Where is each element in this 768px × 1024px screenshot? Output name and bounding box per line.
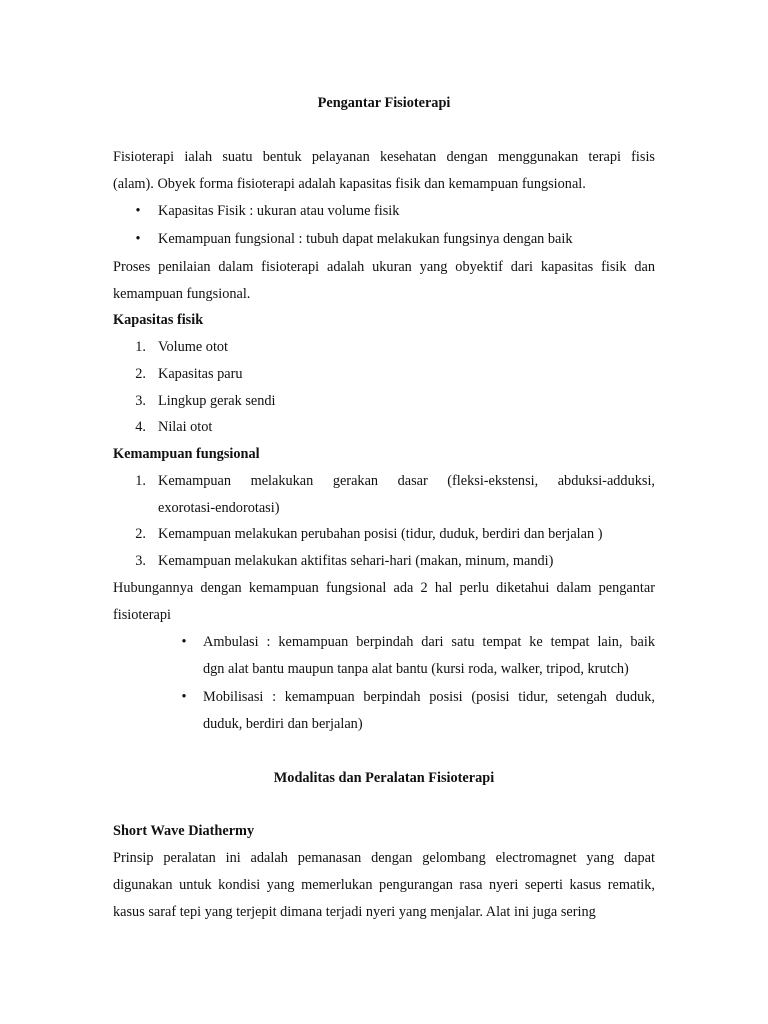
list-item: Nilai otot xyxy=(158,419,213,435)
bullet-item-ambulasi: Ambulasi : kemampuan berpindah dari satu tempat ke tempat lain, baik xyxy=(203,634,655,650)
hubungan-line-2: fisioterapi xyxy=(113,607,171,623)
bullet-item-kapasitas: Kapasitas Fisik : ukuran atau volume fisik xyxy=(158,203,400,219)
page-title: Pengantar Fisioterapi xyxy=(317,95,451,111)
proses-line-2: kemampuan fungsional. xyxy=(113,286,251,302)
list-item-continuation: exorotasi-endorotasi) xyxy=(158,500,280,516)
bullet-item-kemampuan: Kemampuan fungsional : tubuh dapat melakukan fungsinya dengan baik xyxy=(158,231,573,247)
list-item: Kapasitas paru xyxy=(158,366,243,382)
bullet-dot: • xyxy=(181,634,187,650)
bullet-dot: • xyxy=(135,203,141,219)
swd-line-1: Prinsip peralatan ini adalah pemanasan dengan gelombang electromagnet yang dapat xyxy=(113,850,655,866)
list-number: 1. xyxy=(135,339,146,355)
list-number: 1. xyxy=(135,473,146,489)
swd-heading: Short Wave Diathermy xyxy=(113,823,255,839)
bullet-item-mobilisasi: Mobilisasi : kemampuan berpindah posisi (posisi tidur, setengah duduk, xyxy=(203,689,655,705)
kapasitas-heading: Kapasitas fisik xyxy=(113,312,204,328)
list-number: 3. xyxy=(135,553,146,569)
hubungan-line-1: Hubungannya dengan kemampuan fungsional ada 2 hal perlu diketahui dalam pengantar xyxy=(113,580,655,596)
swd-line-3: kasus saraf tepi yang terjepit dimana terjadi nyeri yang menjalar. Alat ini juga sering xyxy=(113,904,596,920)
list-item: Kemampuan melakukan gerakan dasar (fleksi-ekstensi, abduksi-adduksi, xyxy=(158,473,655,489)
list-number: 3. xyxy=(135,393,146,409)
list-item: Lingkup gerak sendi xyxy=(158,393,276,409)
bullet-dot: • xyxy=(135,231,141,247)
proses-line-1: Proses penilaian dalam fisioterapi adalah ukuran yang obyektif dari kapasitas fisik dan xyxy=(113,259,655,275)
list-number: 2. xyxy=(135,526,146,542)
swd-line-2: digunakan untuk kondisi yang memerlukan pengurangan rasa nyeri seperti kasus rematik, xyxy=(113,877,655,893)
bullet-dot: • xyxy=(181,689,187,705)
list-item: Kemampuan melakukan aktifitas sehari-hari (makan, minum, mandi) xyxy=(158,553,554,569)
bullet-item-ambulasi-continuation: dgn alat bantu maupun tanpa alat bantu (kursi roda, walker, tripod, krutch) xyxy=(203,661,629,677)
section-title: Modalitas dan Peralatan Fisioterapi xyxy=(273,770,495,786)
list-item: Volume otot xyxy=(158,339,229,355)
list-number: 4. xyxy=(135,419,146,435)
list-number: 2. xyxy=(135,366,146,382)
fungsional-heading: Kemampuan fungsional xyxy=(113,446,260,462)
intro-line-2: (alam). Obyek forma fisioterapi adalah kapasitas fisik dan kemampuan fungsional. xyxy=(113,176,586,192)
bullet-item-mobilisasi-continuation: duduk, berdiri dan berjalan) xyxy=(203,716,363,732)
intro-line-1: Fisioterapi ialah suatu bentuk pelayanan kesehatan dengan menggunakan terapi fisis xyxy=(113,149,655,165)
list-item: Kemampuan melakukan perubahan posisi (tidur, duduk, berdiri dan berjalan ) xyxy=(158,526,603,542)
